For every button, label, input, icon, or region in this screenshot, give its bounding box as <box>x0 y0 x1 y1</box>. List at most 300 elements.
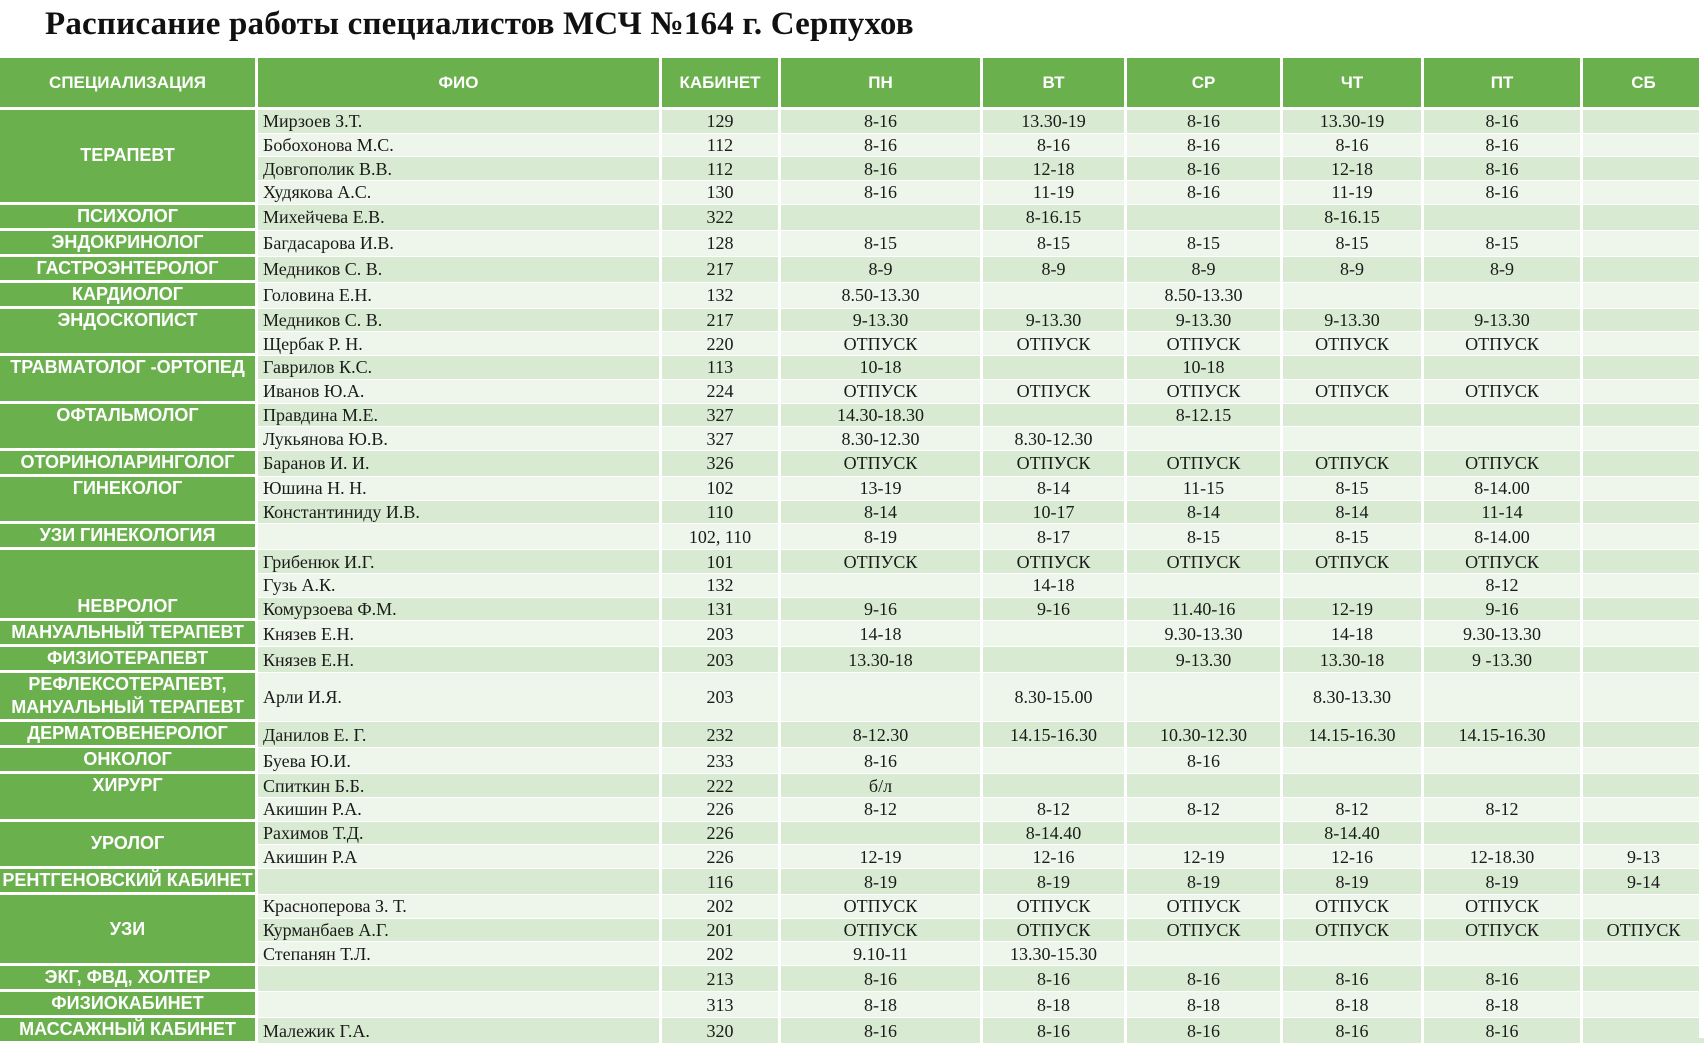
hours-cell-fri <box>1424 942 1583 966</box>
hours-cell-thu: 8-15 <box>1283 231 1424 257</box>
hours-cell-wed: 8-16 <box>1127 181 1283 205</box>
hours-cell-mon: 9-13.30 <box>781 309 983 333</box>
hours-cell-tue: 8-16 <box>983 134 1127 158</box>
hours-cell-mon: 8-15 <box>781 231 983 257</box>
room-cell: 102 <box>662 477 781 501</box>
hours-cell-sat: ОТПУСК <box>1583 919 1707 943</box>
hours-cell-mon: 8-12 <box>781 798 983 822</box>
room-cell: 128 <box>662 231 781 257</box>
specialization-cell: ЭНДОСКОПИСТ <box>0 309 258 356</box>
room-cell: 220 <box>662 332 781 356</box>
table-row <box>0 621 1707 647</box>
hours-cell-sat <box>1583 748 1707 774</box>
hours-cell-wed: 8-19 <box>1127 869 1283 895</box>
hours-cell-thu: ОТПУСК <box>1283 895 1424 919</box>
hours-cell-mon: 8-18 <box>781 992 983 1018</box>
hours-cell-thu <box>1283 942 1424 966</box>
hours-cell-mon: 8-16 <box>781 966 983 992</box>
hours-cell-wed <box>1127 673 1283 722</box>
hours-cell-mon: 14-18 <box>781 621 983 647</box>
hours-cell-wed: ОТПУСК <box>1127 380 1283 404</box>
hours-cell-wed: 8-16 <box>1127 1018 1283 1044</box>
hours-cell-tue: 8-16 <box>983 1018 1127 1044</box>
header-fri: ПТ <box>1424 58 1583 110</box>
room-cell: 102, 110 <box>662 524 781 550</box>
hours-cell-thu <box>1283 427 1424 451</box>
hours-cell-fri <box>1424 822 1583 846</box>
schedule-body <box>0 110 1707 1044</box>
hours-cell-fri: 14.15-16.30 <box>1424 722 1583 748</box>
hours-cell-thu: 14-18 <box>1283 621 1424 647</box>
hours-cell-wed: 8-18 <box>1127 992 1283 1018</box>
hours-cell-tue: 9-13.30 <box>983 309 1127 333</box>
room-cell: 130 <box>662 181 781 205</box>
hours-cell-tue: ОТПУСК <box>983 451 1127 477</box>
specialization-cell: ГИНЕКОЛОГ <box>0 477 258 524</box>
hours-cell-tue: 8-16 <box>983 966 1127 992</box>
hours-cell-tue: 8-19 <box>983 869 1127 895</box>
hours-cell-wed: 12-19 <box>1127 845 1283 869</box>
doctor-name-cell: Щербак Р. Н. <box>258 332 662 356</box>
hours-cell-tue: 8-15 <box>983 231 1127 257</box>
hours-cell-wed: 9-13.30 <box>1127 647 1283 673</box>
room-cell: 202 <box>662 942 781 966</box>
hours-cell-thu: ОТПУСК <box>1283 451 1424 477</box>
hours-cell-tue: 9-16 <box>983 598 1127 622</box>
hours-cell-sat <box>1583 524 1707 550</box>
hours-cell-thu: ОТПУСК <box>1283 919 1424 943</box>
table-row <box>0 110 1707 134</box>
hours-cell-tue: 13.30-15.30 <box>983 942 1127 966</box>
hours-cell-sat <box>1583 992 1707 1018</box>
hours-cell-wed: 8-12 <box>1127 798 1283 822</box>
hours-cell-tue <box>983 356 1127 380</box>
hours-cell-sat <box>1583 621 1707 647</box>
table-row <box>0 966 1707 992</box>
hours-cell-sat <box>1583 1018 1707 1044</box>
header-wed: СР <box>1127 58 1283 110</box>
header-row <box>0 58 1707 110</box>
hours-cell-sat <box>1583 774 1707 798</box>
specialization-cell: КАРДИОЛОГ <box>0 283 258 309</box>
hours-cell-tue: ОТПУСК <box>983 380 1127 404</box>
room-cell: 101 <box>662 550 781 574</box>
hours-cell-wed: 8-16 <box>1127 110 1283 134</box>
hours-cell-tue <box>983 621 1127 647</box>
hours-cell-fri <box>1424 774 1583 798</box>
hours-cell-wed: 10-18 <box>1127 356 1283 380</box>
hours-cell-mon: ОТПУСК <box>781 380 983 404</box>
room-cell: 213 <box>662 966 781 992</box>
hours-cell-wed: 10.30-12.30 <box>1127 722 1283 748</box>
doctor-name-cell: Гузь А.К. <box>258 574 662 598</box>
specialization-cell: ФИЗИОКАБИНЕТ <box>0 992 258 1018</box>
doctor-name-cell: Лукьянова Ю.В. <box>258 427 662 451</box>
hours-cell-wed: 8-12.15 <box>1127 404 1283 428</box>
hours-cell-fri: 9 -13.30 <box>1424 647 1583 673</box>
hours-cell-thu: 8-18 <box>1283 992 1424 1018</box>
doctor-name-cell <box>258 869 662 895</box>
specialization-cell: ЭНДОКРИНОЛОГ <box>0 231 258 257</box>
hours-cell-tue: 8-17 <box>983 524 1127 550</box>
specialization-cell: ДЕРМАТОВЕНЕРОЛОГ <box>0 722 258 748</box>
doctor-name-cell: Данилов Е. Г. <box>258 722 662 748</box>
specialization-cell: ФИЗИОТЕРАПЕВТ <box>0 647 258 673</box>
hours-cell-mon: 14.30-18.30 <box>781 404 983 428</box>
room-cell: 222 <box>662 774 781 798</box>
hours-cell-mon: 8-16 <box>781 157 983 181</box>
hours-cell-sat <box>1583 574 1707 598</box>
hours-cell-sat <box>1583 966 1707 992</box>
hours-cell-fri: 8-14.00 <box>1424 524 1583 550</box>
room-cell: 233 <box>662 748 781 774</box>
hours-cell-mon: 8-16 <box>781 748 983 774</box>
room-cell: 224 <box>662 380 781 404</box>
hours-cell-sat <box>1583 477 1707 501</box>
room-cell: 313 <box>662 992 781 1018</box>
room-cell: 327 <box>662 427 781 451</box>
specialization-cell: РЕФЛЕКСОТЕРАПЕВТ, МАНУАЛЬНЫЙ ТЕРАПЕВТ <box>0 673 258 722</box>
hours-cell-fri: ОТПУСК <box>1424 550 1583 574</box>
hours-cell-thu: 9-13.30 <box>1283 309 1424 333</box>
room-cell: 201 <box>662 919 781 943</box>
hours-cell-sat: 9-13 <box>1583 845 1707 869</box>
hours-cell-thu: 14.15-16.30 <box>1283 722 1424 748</box>
room-cell: 226 <box>662 798 781 822</box>
hours-cell-sat <box>1583 157 1707 181</box>
hours-cell-tue: 14.15-16.30 <box>983 722 1127 748</box>
hours-cell-fri: 8-16 <box>1424 110 1583 134</box>
hours-cell-tue: 8-14.40 <box>983 822 1127 846</box>
doctor-name-cell: Акишин Р.А <box>258 845 662 869</box>
specialization-cell: МАССАЖНЫЙ КАБИНЕТ <box>0 1018 258 1044</box>
hours-cell-sat <box>1583 427 1707 451</box>
hours-cell-thu: 8-16.15 <box>1283 205 1424 231</box>
room-cell: 327 <box>662 404 781 428</box>
room-cell: 217 <box>662 257 781 283</box>
specialization-cell: ОТОРИНОЛАРИНГОЛОГ <box>0 451 258 477</box>
hours-cell-wed: 9.30-13.30 <box>1127 621 1283 647</box>
room-cell: 113 <box>662 356 781 380</box>
hours-cell-wed <box>1127 774 1283 798</box>
specialization-cell: ТЕРАПЕВТ <box>0 110 258 205</box>
hours-cell-sat <box>1583 550 1707 574</box>
hours-cell-wed: ОТПУСК <box>1127 550 1283 574</box>
room-cell: 226 <box>662 845 781 869</box>
table-row <box>0 647 1707 673</box>
hours-cell-fri: 8-14.00 <box>1424 477 1583 501</box>
room-cell: 202 <box>662 895 781 919</box>
hours-cell-sat <box>1583 283 1707 309</box>
table-row <box>0 748 1707 774</box>
table-row <box>0 1018 1707 1044</box>
hours-cell-mon: 9-16 <box>781 598 983 622</box>
hours-cell-mon: 10-18 <box>781 356 983 380</box>
hours-cell-tue: 13.30-19 <box>983 110 1127 134</box>
hours-cell-sat <box>1583 231 1707 257</box>
doctor-name-cell: Бобохонова М.С. <box>258 134 662 158</box>
table-row <box>0 257 1707 283</box>
hours-cell-fri: 11-14 <box>1424 501 1583 525</box>
table-row <box>0 477 1707 501</box>
specialization-cell: ТРАВМАТОЛОГ -ОРТОПЕД <box>0 356 258 403</box>
doctor-name-cell: Князев Е.Н. <box>258 621 662 647</box>
hours-cell-mon: ОТПУСК <box>781 550 983 574</box>
hours-cell-sat <box>1583 332 1707 356</box>
hours-cell-thu <box>1283 574 1424 598</box>
hours-cell-fri <box>1424 356 1583 380</box>
hours-cell-tue: 11-19 <box>983 181 1127 205</box>
specialization-cell: УЗИ ГИНЕКОЛОГИЯ <box>0 524 258 550</box>
header-sat: СБ <box>1583 58 1707 110</box>
hours-cell-fri: ОТПУСК <box>1424 895 1583 919</box>
header-thu: ЧТ <box>1283 58 1424 110</box>
room-cell: 203 <box>662 621 781 647</box>
hours-cell-thu: 8-14 <box>1283 501 1424 525</box>
hours-cell-sat <box>1583 134 1707 158</box>
hours-cell-thu: ОТПУСК <box>1283 550 1424 574</box>
hours-cell-fri: 8-16 <box>1424 1018 1583 1044</box>
hours-cell-fri: ОТПУСК <box>1424 332 1583 356</box>
hours-cell-thu: 8-12 <box>1283 798 1424 822</box>
header-tue: ВТ <box>983 58 1127 110</box>
doctor-name-cell: Курманбаев А.Г. <box>258 919 662 943</box>
specialization-cell: ОФТАЛЬМОЛОГ <box>0 404 258 451</box>
hours-cell-thu: ОТПУСК <box>1283 380 1424 404</box>
doctor-name-cell <box>258 524 662 550</box>
hours-cell-fri: ОТПУСК <box>1424 919 1583 943</box>
specialization-cell: ХИРУРГ <box>0 774 258 821</box>
hours-cell-wed: 8-15 <box>1127 524 1283 550</box>
schedule-table <box>0 58 1707 1044</box>
room-cell: 217 <box>662 309 781 333</box>
table-row <box>0 404 1707 428</box>
hours-cell-sat <box>1583 673 1707 722</box>
hours-cell-mon: 8-16 <box>781 181 983 205</box>
hours-cell-mon: 8-14 <box>781 501 983 525</box>
hours-cell-tue: 8.30-12.30 <box>983 427 1127 451</box>
hours-cell-fri: 9-13.30 <box>1424 309 1583 333</box>
doctor-name-cell: Головина Е.Н. <box>258 283 662 309</box>
hours-cell-sat <box>1583 181 1707 205</box>
hours-cell-wed: 8-16 <box>1127 157 1283 181</box>
header-specialization: СПЕЦИАЛИЗАЦИЯ <box>0 58 258 110</box>
hours-cell-fri: 8-9 <box>1424 257 1583 283</box>
header-name: ФИО <box>258 58 662 110</box>
hours-cell-sat <box>1583 895 1707 919</box>
specialization-cell: ЭКГ, ФВД, ХОЛТЕР <box>0 966 258 992</box>
hours-cell-thu: 8-16 <box>1283 134 1424 158</box>
hours-cell-wed <box>1127 205 1283 231</box>
hours-cell-sat <box>1583 356 1707 380</box>
doctor-name-cell: Князев Е.Н. <box>258 647 662 673</box>
hours-cell-tue: ОТПУСК <box>983 895 1127 919</box>
hours-cell-fri: 9.30-13.30 <box>1424 621 1583 647</box>
hours-cell-thu: 13.30-19 <box>1283 110 1424 134</box>
doctor-name-cell <box>258 966 662 992</box>
room-cell: 203 <box>662 647 781 673</box>
hours-cell-mon: 8-16 <box>781 1018 983 1044</box>
doctor-name-cell: Спиткин Б.Б. <box>258 774 662 798</box>
hours-cell-wed: 8-16 <box>1127 134 1283 158</box>
hours-cell-wed: 8.50-13.30 <box>1127 283 1283 309</box>
table-row <box>0 231 1707 257</box>
room-cell: 132 <box>662 283 781 309</box>
hours-cell-fri <box>1424 404 1583 428</box>
hours-cell-thu <box>1283 404 1424 428</box>
hours-cell-sat <box>1583 501 1707 525</box>
hours-cell-tue <box>983 647 1127 673</box>
page-title: Расписание работы специалистов МСЧ №164 г. Серпухов <box>45 6 914 42</box>
hours-cell-mon: ОТПУСК <box>781 451 983 477</box>
hours-cell-sat <box>1583 598 1707 622</box>
hours-cell-fri: 8-19 <box>1424 869 1583 895</box>
hours-cell-thu: 11-19 <box>1283 181 1424 205</box>
hours-cell-thu: 12-16 <box>1283 845 1424 869</box>
table-row <box>0 524 1707 550</box>
hours-cell-mon: 8-19 <box>781 524 983 550</box>
doctor-name-cell: Арли И.Я. <box>258 673 662 722</box>
table-row <box>0 992 1707 1018</box>
hours-cell-thu: 8-15 <box>1283 524 1424 550</box>
table-row <box>0 356 1707 380</box>
hours-cell-tue: 8-9 <box>983 257 1127 283</box>
room-cell: 322 <box>662 205 781 231</box>
specialization-cell: НЕВРОЛОГ <box>0 550 258 621</box>
doctor-name-cell: Багдасарова И.В. <box>258 231 662 257</box>
table-row <box>0 673 1707 722</box>
doctor-name-cell: Мирзоев З.Т. <box>258 110 662 134</box>
hours-cell-fri <box>1424 205 1583 231</box>
doctor-name-cell: Степанян Т.Л. <box>258 942 662 966</box>
doctor-name-cell: Довгополик В.В. <box>258 157 662 181</box>
table-row <box>0 451 1707 477</box>
table-row <box>0 722 1707 748</box>
hours-cell-tue: 8-14 <box>983 477 1127 501</box>
table-row <box>0 869 1707 895</box>
table-row <box>0 822 1707 846</box>
hours-cell-fri <box>1424 427 1583 451</box>
table-row <box>0 774 1707 798</box>
hours-cell-mon: 9.10-11 <box>781 942 983 966</box>
hours-cell-sat <box>1583 451 1707 477</box>
hours-cell-tue: 8.30-15.00 <box>983 673 1127 722</box>
hours-cell-thu: 8-16 <box>1283 1018 1424 1044</box>
hours-cell-fri: 12-18.30 <box>1424 845 1583 869</box>
hours-cell-fri <box>1424 748 1583 774</box>
doctor-name-cell: Красноперова З. Т. <box>258 895 662 919</box>
hours-cell-thu: 8-19 <box>1283 869 1424 895</box>
hours-cell-fri: ОТПУСК <box>1424 451 1583 477</box>
hours-cell-mon <box>781 574 983 598</box>
hours-cell-mon: 8-16 <box>781 110 983 134</box>
hours-cell-sat <box>1583 380 1707 404</box>
hours-cell-sat <box>1583 257 1707 283</box>
hours-cell-thu: 13.30-18 <box>1283 647 1424 673</box>
hours-cell-mon <box>781 673 983 722</box>
room-cell: 320 <box>662 1018 781 1044</box>
hours-cell-fri: 8-12 <box>1424 798 1583 822</box>
hours-cell-fri: 8-18 <box>1424 992 1583 1018</box>
hours-cell-fri: 8-15 <box>1424 231 1583 257</box>
table-row <box>0 550 1707 574</box>
hours-cell-thu: ОТПУСК <box>1283 332 1424 356</box>
hours-cell-wed: ОТПУСК <box>1127 451 1283 477</box>
hours-cell-tue: 10-17 <box>983 501 1127 525</box>
room-cell: 232 <box>662 722 781 748</box>
hours-cell-sat <box>1583 647 1707 673</box>
specialization-cell: ПСИХОЛОГ <box>0 205 258 231</box>
hours-cell-mon: 8.30-12.30 <box>781 427 983 451</box>
hours-cell-mon: 8-19 <box>781 869 983 895</box>
hours-cell-mon: 8.50-13.30 <box>781 283 983 309</box>
doctor-name-cell <box>258 992 662 1018</box>
room-cell: 129 <box>662 110 781 134</box>
hours-cell-tue: ОТПУСК <box>983 550 1127 574</box>
hours-cell-wed: 8-14 <box>1127 501 1283 525</box>
hours-cell-mon: ОТПУСК <box>781 332 983 356</box>
right-edge-mask <box>1699 58 1707 1038</box>
hours-cell-thu: 12-19 <box>1283 598 1424 622</box>
hours-cell-wed: 8-16 <box>1127 966 1283 992</box>
specialization-cell: УЗИ <box>0 895 258 966</box>
hours-cell-tue: ОТПУСК <box>983 332 1127 356</box>
hours-cell-fri: 8-16 <box>1424 134 1583 158</box>
hours-cell-mon: 8-16 <box>781 134 983 158</box>
hours-cell-wed: 9-13.30 <box>1127 309 1283 333</box>
hours-cell-wed: ОТПУСК <box>1127 919 1283 943</box>
doctor-name-cell: Грибенюк И.Г. <box>258 550 662 574</box>
hours-cell-wed <box>1127 574 1283 598</box>
hours-cell-sat <box>1583 942 1707 966</box>
hours-cell-sat <box>1583 404 1707 428</box>
room-cell: 132 <box>662 574 781 598</box>
doctor-name-cell: Комурзоева Ф.М. <box>258 598 662 622</box>
hours-cell-thu <box>1283 748 1424 774</box>
doctor-name-cell: Юшина Н. Н. <box>258 477 662 501</box>
table-row <box>0 895 1707 919</box>
specialization-cell: МАНУАЛЬНЫЙ ТЕРАПЕВТ <box>0 621 258 647</box>
table-row <box>0 205 1707 231</box>
hours-cell-wed: ОТПУСК <box>1127 895 1283 919</box>
room-cell: 116 <box>662 869 781 895</box>
doctor-name-cell: Буева Ю.И. <box>258 748 662 774</box>
hours-cell-tue: 14-18 <box>983 574 1127 598</box>
specialization-cell: ОНКОЛОГ <box>0 748 258 774</box>
hours-cell-tue: 8-18 <box>983 992 1127 1018</box>
hours-cell-mon: ОТПУСК <box>781 919 983 943</box>
hours-cell-mon <box>781 205 983 231</box>
hours-cell-fri: 8-16 <box>1424 157 1583 181</box>
hours-cell-tue: 12-18 <box>983 157 1127 181</box>
doctor-name-cell: Баранов И. И. <box>258 451 662 477</box>
hours-cell-fri: 8-16 <box>1424 181 1583 205</box>
doctor-name-cell: Худякова А.С. <box>258 181 662 205</box>
doctor-name-cell: Медников С. В. <box>258 309 662 333</box>
specialization-cell: РЕНТГЕНОВСКИЙ КАБИНЕТ <box>0 869 258 895</box>
hours-cell-wed <box>1127 427 1283 451</box>
hours-cell-mon: 13.30-18 <box>781 647 983 673</box>
hours-cell-sat <box>1583 309 1707 333</box>
hours-cell-thu: 8-16 <box>1283 966 1424 992</box>
doctor-name-cell: Рахимов Т.Д. <box>258 822 662 846</box>
hours-cell-tue <box>983 774 1127 798</box>
doctor-name-cell: Малежик Г.А. <box>258 1018 662 1044</box>
hours-cell-mon: 12-19 <box>781 845 983 869</box>
hours-cell-thu: 8-15 <box>1283 477 1424 501</box>
hours-cell-thu <box>1283 774 1424 798</box>
hours-cell-tue <box>983 404 1127 428</box>
